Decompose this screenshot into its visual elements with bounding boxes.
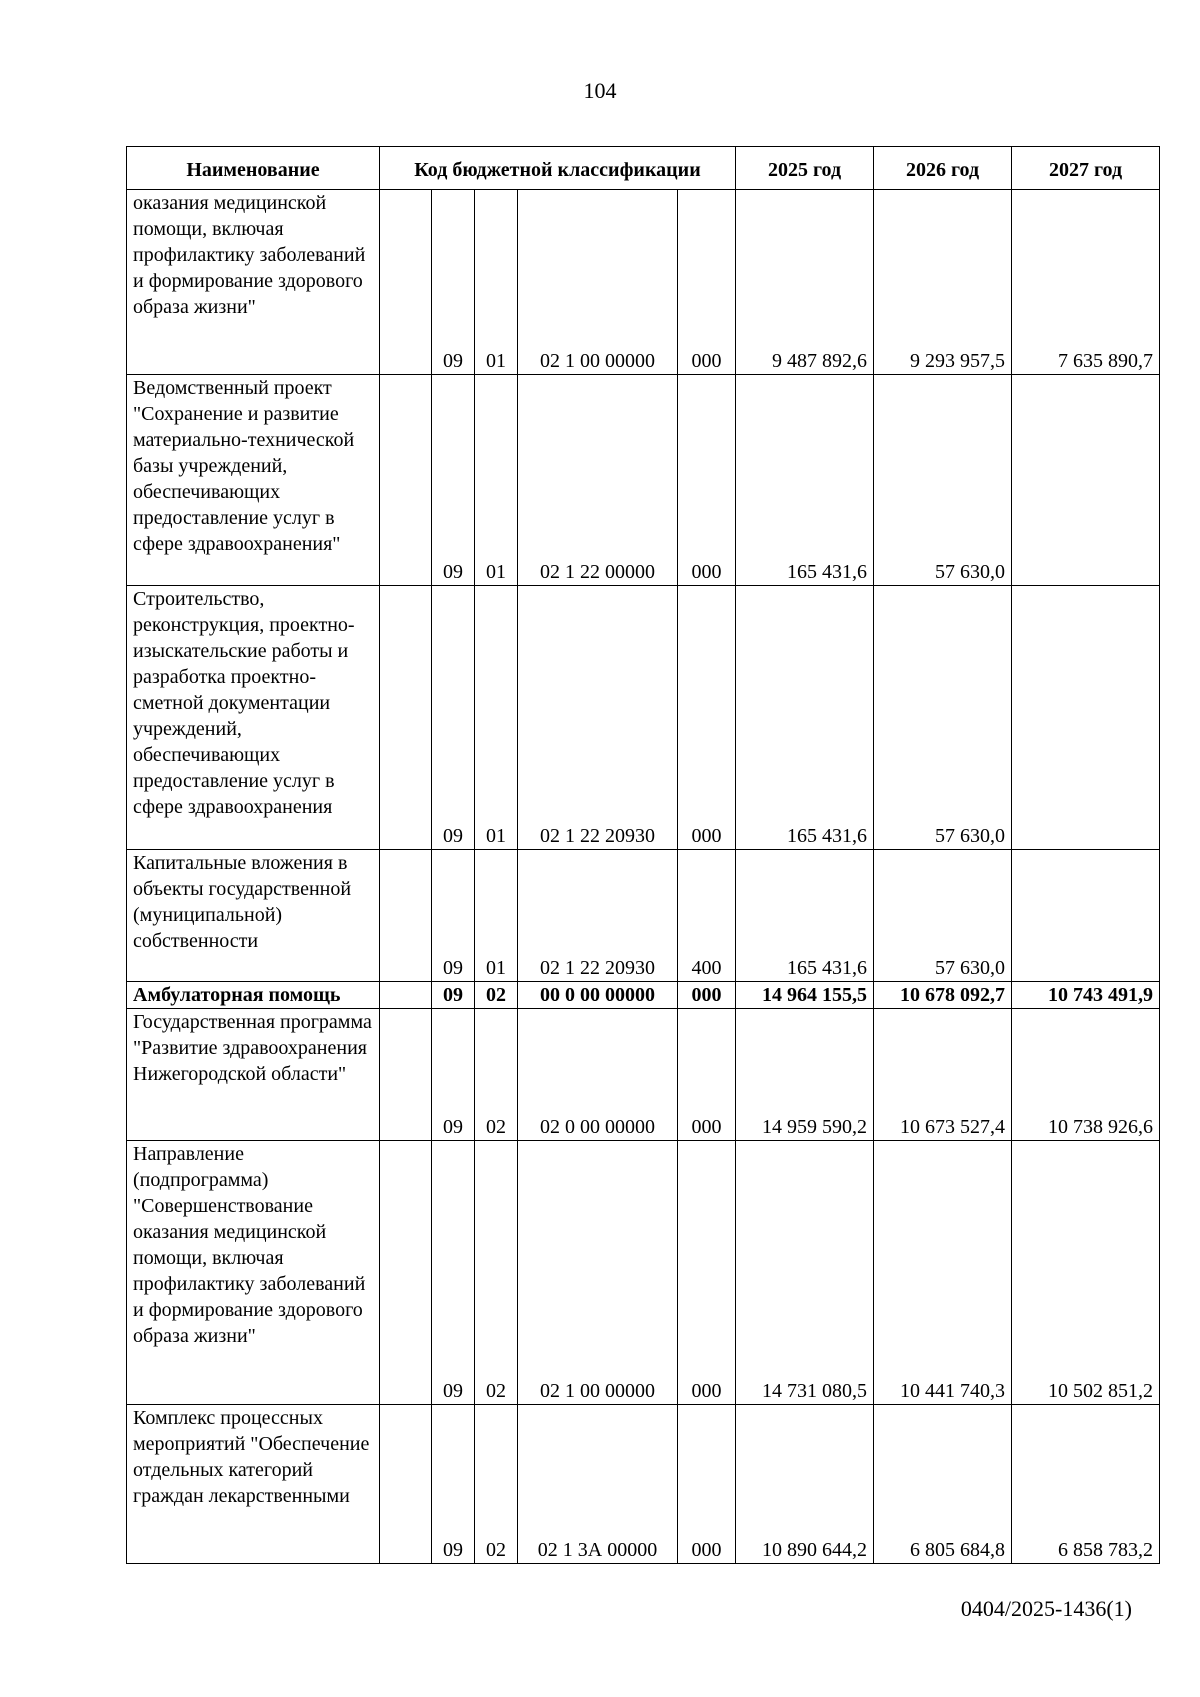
budget-table	[126, 146, 1160, 1564]
table-row	[127, 375, 1160, 586]
value-2027: 6 858 783,2	[1012, 1405, 1160, 1564]
code-target: 02 1 00 00000	[518, 190, 678, 375]
table-row	[127, 850, 1160, 982]
blank-cell	[380, 1009, 432, 1141]
table-row-section-total	[127, 982, 1160, 1009]
value-2025: 10 890 644,2	[736, 1405, 874, 1564]
value-2025: 165 431,6	[736, 586, 874, 850]
value-2027	[1012, 586, 1160, 850]
value-2026: 10 441 740,3	[874, 1141, 1012, 1405]
code-section: 09	[432, 1009, 475, 1141]
row-name: Амбулаторная помощь	[127, 982, 380, 1009]
row-name: Государственная программа "Развитие здравоохранения Нижегородской области"	[127, 1009, 380, 1141]
code-target: 00 0 00 00000	[518, 982, 678, 1009]
value-2025: 14 959 590,2	[736, 1009, 874, 1141]
value-2025: 165 431,6	[736, 850, 874, 982]
value-2026: 57 630,0	[874, 850, 1012, 982]
value-2027: 10 743 491,9	[1012, 982, 1160, 1009]
code-section: 09	[432, 586, 475, 850]
value-2025: 9 487 892,6	[736, 190, 874, 375]
value-2027	[1012, 850, 1160, 982]
value-2026: 57 630,0	[874, 586, 1012, 850]
header-code: Код бюджетной классификации	[380, 147, 736, 190]
code-expense-type: 000	[678, 1405, 736, 1564]
code-expense-type: 000	[678, 190, 736, 375]
code-subsection: 01	[475, 586, 518, 850]
blank-cell	[380, 586, 432, 850]
blank-cell	[380, 850, 432, 982]
blank-cell	[380, 1141, 432, 1405]
value-2027: 10 738 926,6	[1012, 1009, 1160, 1141]
row-name: Направление (подпрограмма) "Совершенствование оказания медицинской помощи, включая профилактику заболеваний и формирование здорового образа жизни"	[127, 1141, 380, 1405]
code-target: 02 1 22 20930	[518, 850, 678, 982]
blank-cell	[380, 190, 432, 375]
header-2025: 2025 год	[736, 147, 874, 190]
code-expense-type: 000	[678, 982, 736, 1009]
document-id: 0404/2025-1436(1)	[960, 1596, 1132, 1621]
value-2026: 10 673 527,4	[874, 1009, 1012, 1141]
table-row	[127, 586, 1160, 850]
code-expense-type: 000	[678, 1141, 736, 1405]
header-2026: 2026 год	[874, 147, 1012, 190]
code-section: 09	[432, 1405, 475, 1564]
code-subsection: 01	[475, 850, 518, 982]
value-2026: 57 630,0	[874, 375, 1012, 586]
value-2025: 14 964 155,5	[736, 982, 874, 1009]
code-expense-type: 400	[678, 850, 736, 982]
value-2025: 14 731 080,5	[736, 1141, 874, 1405]
code-expense-type: 000	[678, 375, 736, 586]
row-name: оказания медицинской помощи, включая профилактику заболеваний и формирование здорового образа жизни"	[127, 190, 380, 375]
code-target: 02 1 22 00000	[518, 375, 678, 586]
code-section: 09	[432, 190, 475, 375]
code-subsection: 02	[475, 1141, 518, 1405]
row-name: Капитальные вложения в объекты государственной (муниципальной) собственности	[127, 850, 380, 982]
blank-cell	[380, 1405, 432, 1564]
code-expense-type: 000	[678, 586, 736, 850]
code-section: 09	[432, 982, 475, 1009]
code-subsection: 02	[475, 1405, 518, 1564]
code-subsection: 01	[475, 375, 518, 586]
code-target: 02 1 3А 00000	[518, 1405, 678, 1564]
code-target: 02 0 00 00000	[518, 1009, 678, 1141]
value-2026: 6 805 684,8	[874, 1405, 1012, 1564]
code-section: 09	[432, 850, 475, 982]
row-name: Комплекс процессных мероприятий "Обеспечение отдельных категорий граждан лекарственными	[127, 1405, 380, 1564]
code-expense-type: 000	[678, 1009, 736, 1141]
page-number: 104	[583, 78, 617, 103]
blank-cell	[380, 375, 432, 586]
code-section: 09	[432, 1141, 475, 1405]
table-row	[127, 1405, 1160, 1564]
value-2027: 7 635 890,7	[1012, 190, 1160, 375]
code-subsection: 01	[475, 190, 518, 375]
code-subsection: 02	[475, 1009, 518, 1141]
header-2027: 2027 год	[1012, 147, 1160, 190]
row-name: Строительство, реконструкция, проектно-изыскательские работы и разработка проектно-сметной документации учреждений, обеспечивающих предоставление услуг в сфере здравоохранения	[127, 586, 380, 850]
blank-cell	[380, 982, 432, 1009]
table-header-row	[127, 147, 1160, 190]
code-subsection: 02	[475, 982, 518, 1009]
value-2027: 10 502 851,2	[1012, 1141, 1160, 1405]
row-name: Ведомственный проект "Сохранение и развитие материально-технической базы учреждений, обеспечивающих предоставление услуг в сфере здравоохранения"	[127, 375, 380, 586]
value-2026: 10 678 092,7	[874, 982, 1012, 1009]
value-2026: 9 293 957,5	[874, 190, 1012, 375]
value-2025: 165 431,6	[736, 375, 874, 586]
table-row	[127, 1141, 1160, 1405]
code-target: 02 1 00 00000	[518, 1141, 678, 1405]
code-target: 02 1 22 20930	[518, 586, 678, 850]
header-name: Наименование	[127, 147, 380, 190]
table-row	[127, 190, 1160, 375]
code-section: 09	[432, 375, 475, 586]
value-2027	[1012, 375, 1160, 586]
table-row	[127, 1009, 1160, 1141]
